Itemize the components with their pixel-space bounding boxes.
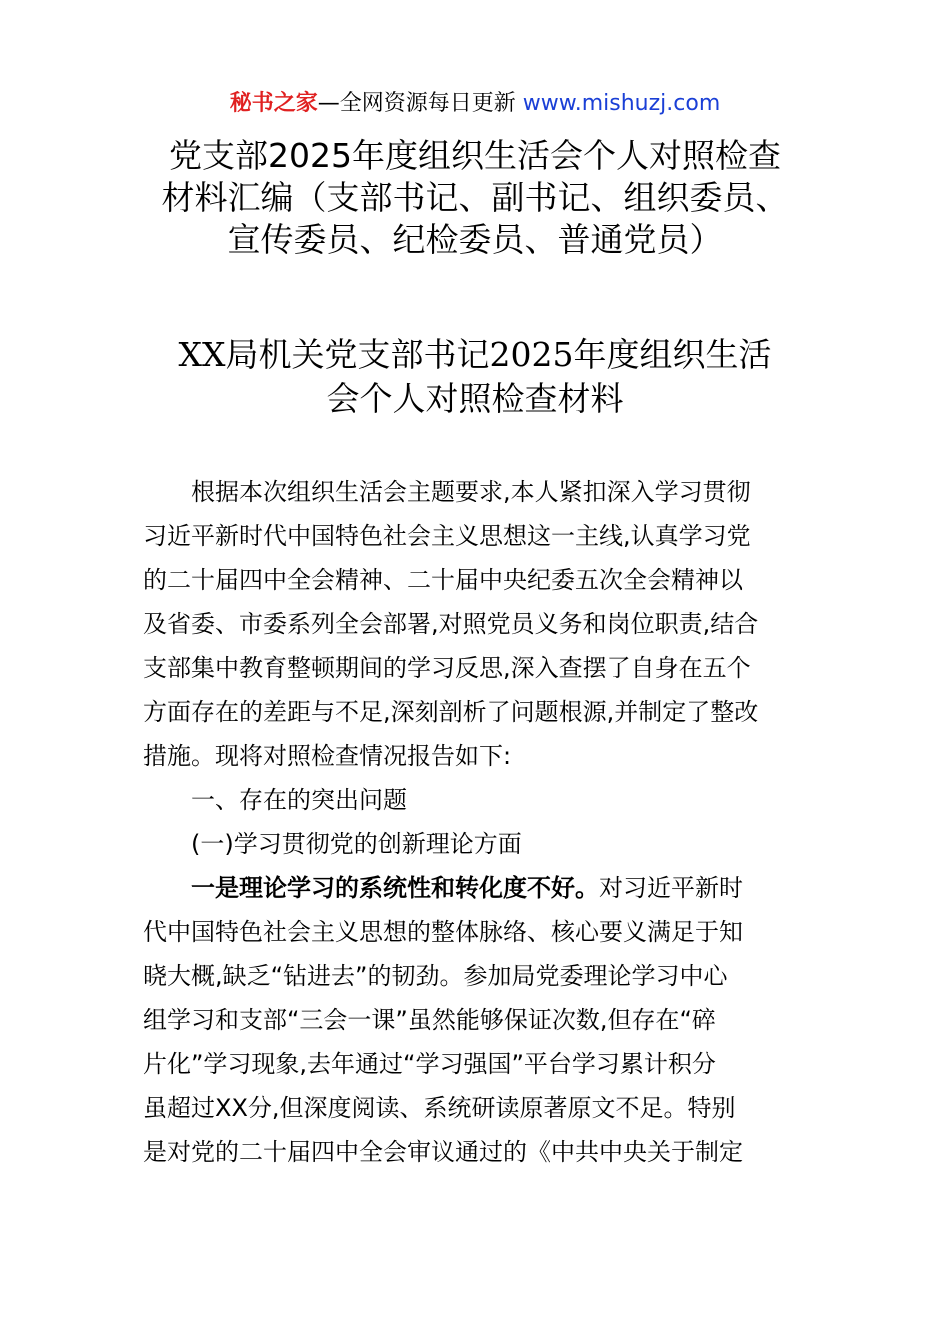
document-title xyxy=(120,135,830,261)
section-title-line: XX局机关党支部书记2025年度组织生活 xyxy=(178,335,772,374)
paragraph-line: 支部集中教育整顿期间的学习反思,深入查摆了自身在五个 xyxy=(143,654,751,682)
heading-level-2: (一)学习贯彻党的创新理论方面 xyxy=(191,830,522,858)
paragraph-line: 片化”学习现象,去年通过“学习强国”平台学习累计积分 xyxy=(143,1050,716,1078)
site-url-link[interactable]: www.mishuzj.com xyxy=(522,91,721,116)
paragraph-line: 虽超过XX分,但深度阅读、系统研读原著原文不足。特别 xyxy=(143,1094,736,1122)
paragraph-line: 习近平新时代中国特色社会主义思想这一主线,认真学习党 xyxy=(143,522,751,550)
paragraph-line: 的二十届四中全会精神、二十届中央纪委五次全会精神以 xyxy=(143,566,743,594)
paragraph-line: 代中国特色社会主义思想的整体脉络、核心要义满足于知 xyxy=(143,918,743,946)
document-title-line: 党支部2025年度组织生活会个人对照检查 xyxy=(169,136,781,175)
document-title-line: 宣传委员、纪检委员、普通党员） xyxy=(227,220,723,259)
paragraph-line: 根据本次组织生活会主题要求,本人紧扣深入学习贯彻 xyxy=(191,478,751,506)
paragraph-line: 晓大概,缺乏“钻进去”的韧劲。参加局党委理论学习中心 xyxy=(143,962,728,990)
paragraph-line: 方面存在的差距与不足,深刻剖析了问题根源,并制定了整改 xyxy=(143,698,759,726)
point-heading: 一是理论学习的系统性和转化度不好。 xyxy=(191,874,599,902)
section-title xyxy=(120,333,830,421)
paragraph-line: 组学习和支部“三会一课”虽然能够保证次数,但存在“碎 xyxy=(143,1006,716,1034)
paragraph-line: 是对党的二十届四中全会审议通过的《中共中央关于制定 xyxy=(143,1138,743,1166)
header-tagline: —全网资源每日更新 xyxy=(317,91,516,116)
paragraph-line: 及省委、市委系列全会部署,对照党员义务和岗位职责,结合 xyxy=(143,610,759,638)
site-header xyxy=(0,88,950,120)
document-title-line: 材料汇编（支部书记、副书记、组织委员、 xyxy=(161,178,789,217)
paragraph-line: 措施。现将对照检查情况报告如下: xyxy=(143,742,512,770)
section-title-line: 会个人对照检查材料 xyxy=(326,379,624,418)
heading-level-1: 一、存在的突出问题 xyxy=(191,786,407,814)
brand-name: 秘书之家 xyxy=(229,91,318,116)
paragraph-line xyxy=(143,866,811,910)
point-text: 对习近平新时 xyxy=(599,874,743,902)
document-body xyxy=(143,470,811,1174)
